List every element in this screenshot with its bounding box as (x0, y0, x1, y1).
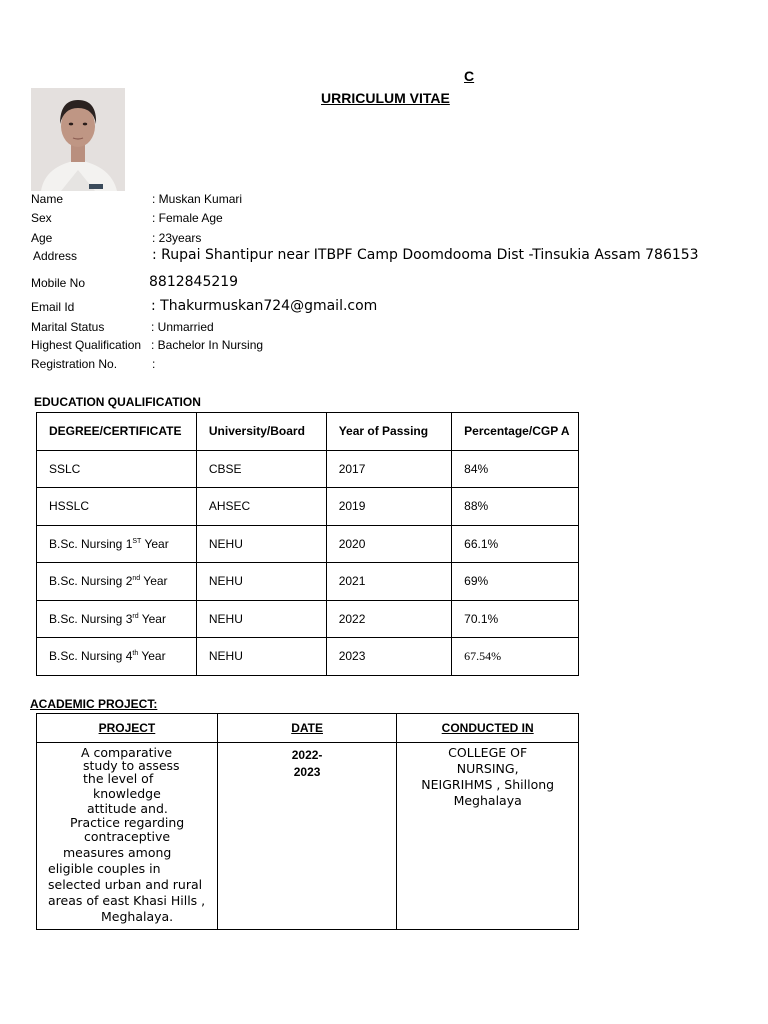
cell-board: NEHU (196, 600, 326, 638)
table-row (37, 743, 579, 930)
project-heading: ACADEMIC PROJECT: (30, 697, 158, 711)
degree-year-word: Year (141, 536, 169, 551)
cell-board: NEHU (196, 563, 326, 601)
cell-percentage: 67.54% (452, 638, 579, 676)
table-row (37, 638, 579, 676)
degree-year-word: Year (138, 649, 166, 664)
table-header-row (37, 714, 579, 743)
column-header: PROJECT (37, 714, 218, 743)
project-line: contraceptive (84, 829, 171, 844)
project-line: Practice regarding (70, 815, 185, 830)
degree-suffix: ST (132, 537, 142, 545)
column-header: Percentage/CGP A (452, 413, 579, 451)
project-line: knowledge (93, 786, 161, 801)
cell-year: 2019 (326, 488, 451, 526)
degree-year-word: Year (140, 574, 168, 589)
value-marital-status: : Unmarried (151, 320, 214, 334)
title-initial: C (464, 68, 475, 84)
degree-text: B.Sc. Nursing 1 (49, 536, 133, 551)
column-header: DEGREE/CERTIFICATE (37, 413, 197, 451)
cell-degree (37, 600, 197, 638)
project-line: selected urban and rural (48, 877, 203, 892)
cell-year: 2020 (326, 525, 451, 563)
label-marital-status: Marital Status (31, 320, 105, 334)
table-row (37, 600, 579, 638)
degree-suffix: nd (132, 575, 141, 583)
date-line: 2023 (293, 765, 321, 779)
cell-percentage: 88% (452, 488, 579, 526)
table-row (37, 488, 579, 526)
cell-degree: SSLC (37, 450, 197, 488)
cell-percentage: 70.1% (452, 600, 579, 638)
project-line: eligible couples in (48, 861, 161, 876)
project-line: attitude and. (87, 801, 168, 816)
degree-text: B.Sc. Nursing 2 (49, 574, 133, 589)
project-line: the level of (83, 771, 154, 786)
project-line: A comparative (81, 745, 173, 760)
conducted-line: COLLEGE OF (448, 745, 528, 760)
label-registration-no: Registration No. (31, 357, 118, 371)
label-highest-qualification: Highest Qualification (31, 338, 142, 352)
date-line: 2022- (291, 748, 323, 762)
cell-year: 2017 (326, 450, 451, 488)
profile-photo (31, 88, 125, 191)
conducted-line: NEIGRIHMS , Shillong (421, 777, 555, 792)
table-row (37, 563, 579, 601)
label-name: Name (31, 192, 64, 206)
project-line: measures among (63, 845, 172, 860)
cell-board: AHSEC (196, 488, 326, 526)
cell-percentage: 66.1% (452, 525, 579, 563)
table-row (37, 450, 579, 488)
degree-text: B.Sc. Nursing 3 (49, 611, 133, 626)
cell-degree (37, 525, 197, 563)
column-header: CONDUCTED IN (397, 714, 579, 743)
project-line: study to assess (83, 758, 180, 773)
cell-board: NEHU (196, 525, 326, 563)
conducted-line: NURSING, (456, 761, 519, 776)
cell-year: 2021 (326, 563, 451, 601)
degree-suffix: th (132, 650, 139, 658)
label-sex: Sex (31, 211, 52, 225)
value-highest-qualification: : Bachelor In Nursing (151, 338, 264, 352)
education-heading: EDUCATION QUALIFICATION (34, 395, 201, 409)
value-address: : Rupai Shantipur near ITBPF Camp Doomdooma Dist -Tinsukia Assam 786153 (152, 247, 699, 263)
degree-year-word: Year (138, 611, 166, 626)
project-line: areas of east Khasi Hills , (48, 893, 206, 908)
cell-year: 2022 (326, 600, 451, 638)
label-age: Age (31, 231, 53, 245)
column-header: University/Board (196, 413, 326, 451)
page-title: URRICULUM VITAE (321, 90, 450, 106)
value-name: : Muskan Kumari (152, 192, 243, 206)
value-sex: : Female Age (152, 211, 223, 225)
table-row (37, 525, 579, 563)
value-age: : 23years (152, 231, 202, 245)
degree-suffix: rd (132, 612, 139, 620)
value-email: : Thakurmuskan724@gmail.com (151, 298, 378, 314)
conducted-line: Meghalaya (453, 793, 522, 808)
cell-percentage: 69% (452, 563, 579, 601)
cell-board: NEHU (196, 638, 326, 676)
column-header: Year of Passing (326, 413, 451, 451)
project-table (36, 713, 579, 930)
education-table (36, 412, 579, 676)
label-address: Address (33, 249, 78, 263)
cell-project (37, 743, 218, 930)
cell-date (217, 743, 397, 930)
cell-degree (37, 563, 197, 601)
cell-year: 2023 (326, 638, 451, 676)
cell-percentage: 84% (452, 450, 579, 488)
project-line: Meghalaya. (101, 909, 174, 924)
cell-degree (37, 638, 197, 676)
label-mobile: Mobile No (31, 276, 86, 290)
label-email: Email Id (31, 300, 75, 314)
cell-board: CBSE (196, 450, 326, 488)
value-mobile: 8812845219 (149, 274, 239, 290)
cell-conducted-in (397, 743, 579, 930)
cell-degree: HSSLC (37, 488, 197, 526)
table-header-row (37, 413, 579, 451)
degree-text: B.Sc. Nursing 4 (49, 649, 133, 664)
value-registration-no: : (152, 357, 156, 371)
column-header: DATE (217, 714, 397, 743)
